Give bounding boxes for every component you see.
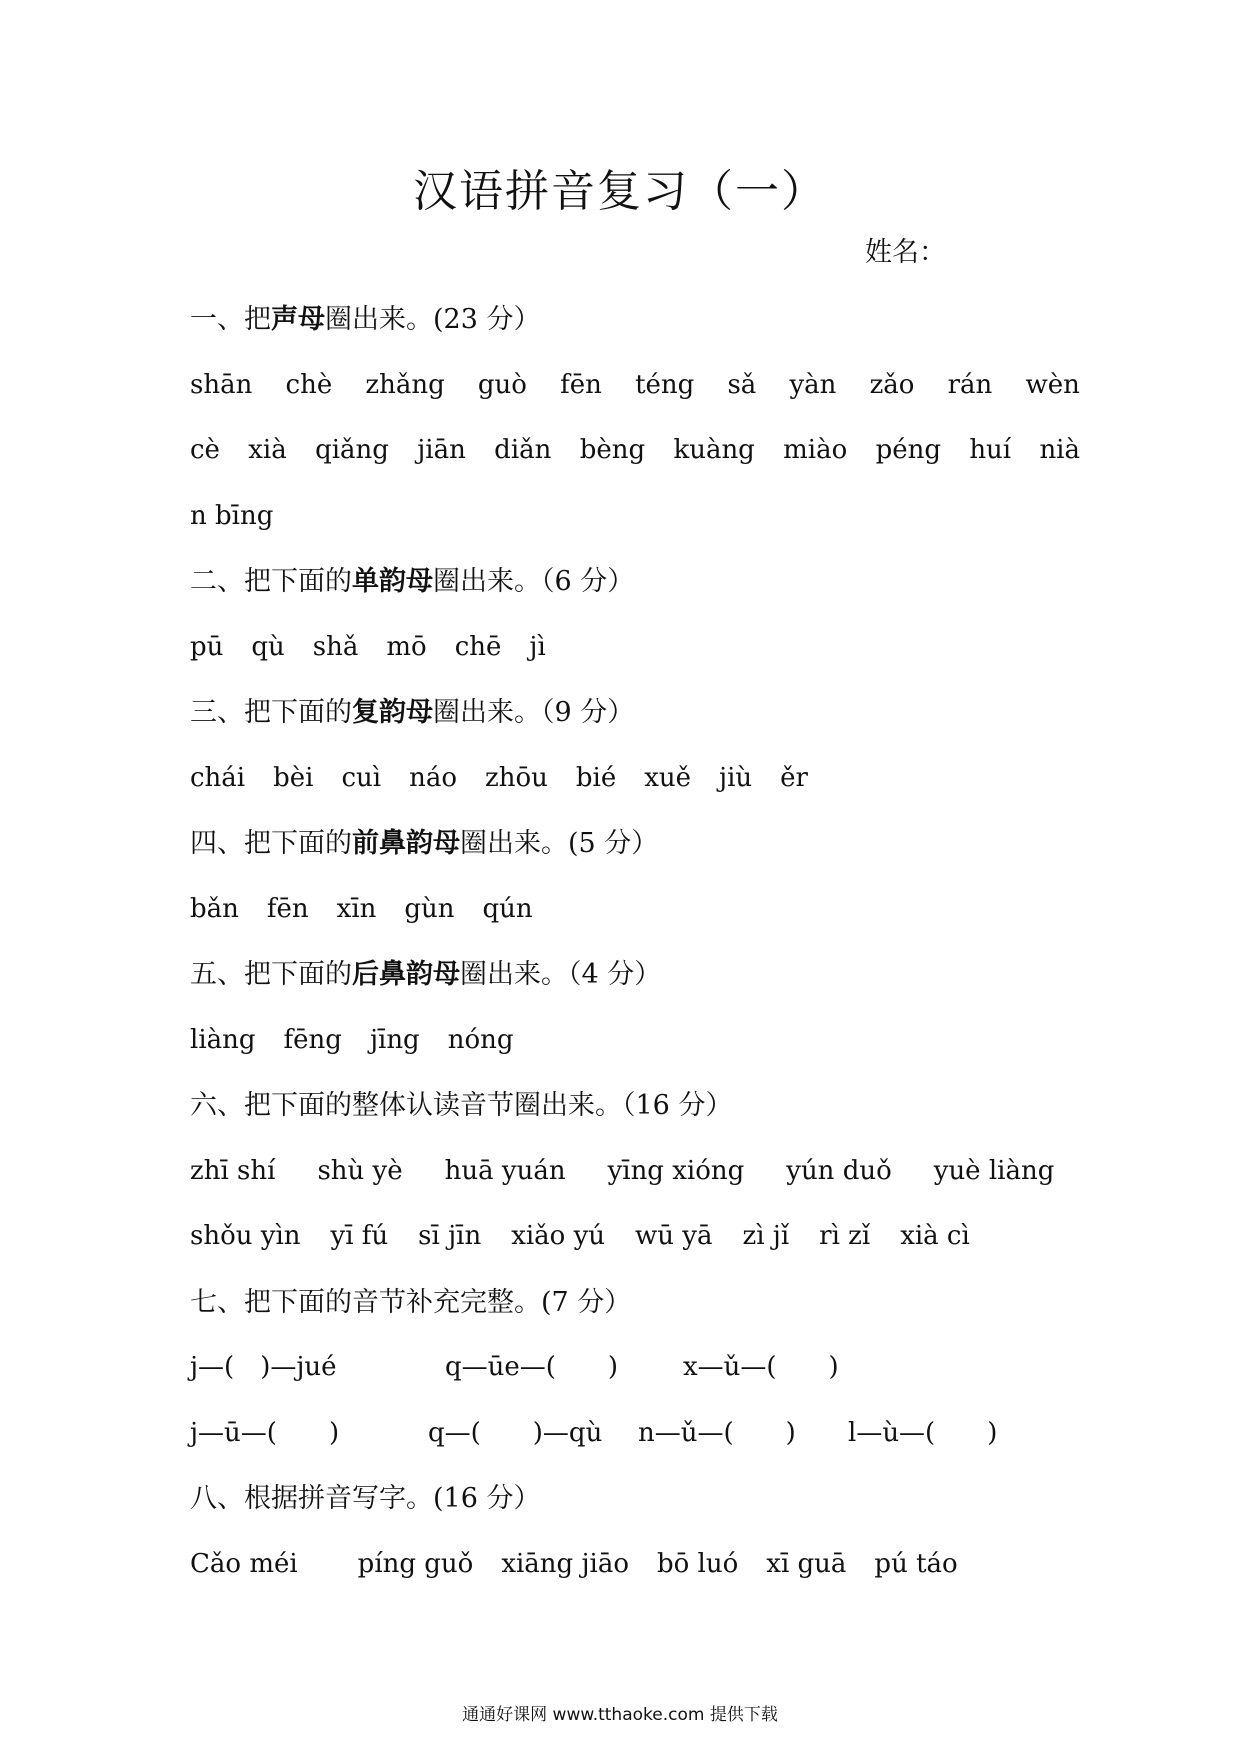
download-source-footer: 通通好课网 www.tthaoke.com 提供下载 — [462, 1705, 778, 1725]
section-7-fill-line-1 — [190, 1335, 1080, 1401]
section-6-syllables-line-2 — [190, 1204, 1080, 1270]
syllable: qún — [482, 893, 533, 924]
syllable: nóng — [447, 1024, 514, 1055]
syllable: chē — [454, 631, 502, 662]
syllable: bié — [575, 762, 617, 793]
syllable: fēn — [266, 893, 309, 924]
syllable: náo — [409, 762, 458, 793]
syllable-pair: zì jǐ — [742, 1221, 790, 1251]
syllable: diǎn — [494, 435, 552, 465]
syllable: rán — [947, 369, 993, 400]
syllable-pair: píng guǒ — [357, 1548, 474, 1579]
fill-in-blank: j—( )—jué — [190, 1352, 337, 1382]
syllable: gùn — [404, 893, 455, 924]
syllable: pū — [190, 631, 224, 662]
syllable: cè — [190, 435, 220, 465]
section-7-fill-line-2 — [190, 1401, 1080, 1467]
section-2-syllables — [190, 615, 1080, 681]
section-8-heading: 八、根据拼音写字。(16 分） — [190, 1483, 541, 1514]
syllable: wèn — [1025, 369, 1080, 400]
fill-in-blank: q—( )—qù — [428, 1417, 603, 1448]
syllable: bèi — [273, 762, 314, 793]
syllable: nià — [1039, 435, 1080, 465]
syllable: huí — [969, 435, 1012, 465]
syllable: fēng — [283, 1024, 342, 1055]
syllable: kuàng — [673, 435, 755, 465]
syllable: liàng — [190, 1024, 256, 1055]
syllable: sǎ — [727, 369, 757, 400]
syllable: péng — [875, 435, 941, 465]
syllable: shǎ — [312, 631, 359, 662]
syllable: jīng — [369, 1024, 420, 1055]
syllable: chè — [285, 369, 333, 400]
section-1-syllables-line-2 — [190, 418, 1080, 484]
syllable: jì — [529, 631, 546, 662]
syllable-pair: xià cì — [900, 1221, 970, 1251]
syllable: zhōu — [485, 762, 548, 793]
page-title: 汉语拼音复习（一） — [413, 166, 827, 217]
syllable-pair: bō luó — [657, 1548, 739, 1579]
fill-in-blank: n—ǔ—( ) — [638, 1417, 796, 1448]
section-4-heading: 四、把下面的前鼻韵母圈出来。(5 分） — [190, 828, 659, 859]
syllable: zǎo — [869, 369, 915, 400]
syllable: fēn — [560, 369, 602, 400]
syllable-pair: shù yè — [317, 1155, 403, 1186]
syllable: ěr — [780, 762, 808, 793]
syllable-pair: xiāng jiāo — [501, 1548, 629, 1579]
section-8-syllables — [190, 1532, 1080, 1598]
syllable-pair: pú táo — [874, 1548, 958, 1579]
section-4-syllables — [190, 877, 1080, 943]
name-label: 姓名： — [865, 237, 946, 268]
syllable: xuě — [644, 762, 692, 793]
section-7-heading: 七、把下面的音节补充完整。(7 分） — [190, 1286, 632, 1318]
syllable-pair: xiǎo yú — [511, 1221, 606, 1251]
worksheet-body — [190, 287, 1080, 1597]
syllable: jiān — [417, 435, 466, 465]
syllable: qù — [251, 631, 285, 662]
syllable: cuì — [341, 762, 382, 793]
syllable-pair: wū yā — [635, 1221, 713, 1251]
section-1-syllables-line-1 — [190, 353, 1080, 419]
section-1-heading: 一、把声母圈出来。(23 分） — [190, 304, 541, 335]
syllable: qiǎng — [315, 435, 389, 465]
syllable-pair: Cǎo méi — [190, 1548, 298, 1579]
syllable-pair: xī guā — [766, 1548, 847, 1579]
syllable-pair: yīng xióng — [607, 1155, 745, 1186]
syllable-pair: shǒu yìn — [190, 1221, 301, 1251]
syllable-pair: zhī shí — [190, 1155, 276, 1186]
fill-in-blank: q—ūe—( ) — [445, 1352, 619, 1382]
syllable-pair: yī fú — [330, 1221, 389, 1251]
syllable-pair: sī jīn — [418, 1221, 482, 1251]
fill-in-blank: x—ǔ—( ) — [683, 1352, 839, 1382]
fill-in-blank: l—ù—( ) — [848, 1417, 998, 1448]
syllable: guò — [477, 369, 527, 400]
syllable-pair: yún duǒ — [786, 1155, 892, 1186]
section-2-heading: 二、把下面的单韵母圈出来。（6 分） — [190, 566, 635, 597]
section-3-syllables — [190, 746, 1080, 812]
syllable: miào — [783, 435, 848, 465]
syllable: zhǎng — [365, 369, 445, 400]
fill-in-blank: j—ū—( ) — [190, 1417, 340, 1448]
syllable-pair: rì zǐ — [819, 1221, 871, 1251]
syllable: shān — [190, 369, 253, 400]
section-6-heading: 六、把下面的整体认读音节圈出来。（16 分） — [190, 1090, 733, 1121]
syllable: jiù — [719, 762, 753, 793]
syllable: mō — [386, 631, 427, 662]
section-6-syllables-line-1 — [190, 1139, 1080, 1205]
syllable: xià — [248, 435, 287, 465]
syllable: xīn — [336, 893, 377, 924]
syllable: chái — [190, 762, 246, 793]
syllable: téng — [635, 369, 695, 400]
section-5-syllables — [190, 1008, 1080, 1074]
syllable: bǎn — [190, 893, 239, 924]
section-1-syllables-line-3: n bīng — [190, 500, 274, 531]
syllable-pair: huā yuán — [444, 1155, 566, 1186]
syllable-pair: yuè liàng — [933, 1155, 1055, 1186]
syllable: bèng — [579, 435, 646, 465]
section-3-heading: 三、把下面的复韵母圈出来。（9 分） — [190, 697, 635, 728]
syllable: yàn — [789, 369, 837, 400]
section-5-heading: 五、把下面的后鼻韵母圈出来。（4 分） — [190, 959, 662, 990]
